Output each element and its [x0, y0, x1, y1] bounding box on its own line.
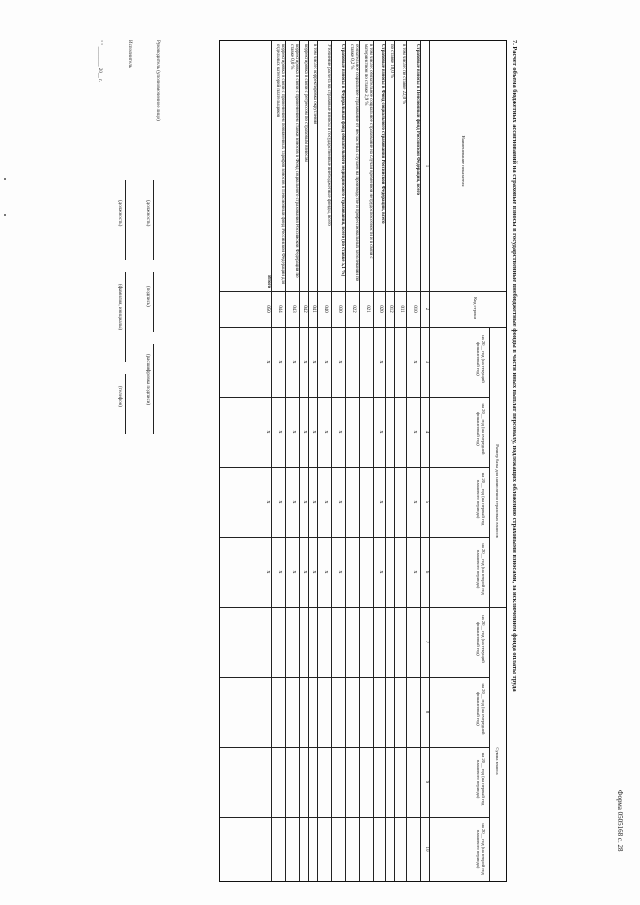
- row-label: в том числе: корректировка округления: [312, 44, 317, 125]
- head-signature-line: [153, 272, 154, 332]
- head-position-caption: (должность): [145, 200, 150, 227]
- x-mark: x: [412, 360, 418, 364]
- header-base-group: Размер базы для начисления страховых взносов: [495, 444, 500, 538]
- row-label: корректировка в связи с применением пониженных тарифов взносов в Пенсионный фонд Российской Федерации для отдельных категорий плательщиков: [274, 44, 285, 285]
- x-mark: x: [323, 570, 329, 574]
- header-bottom-line: [429, 41, 430, 881]
- executor-fio-line: [125, 272, 126, 362]
- row-code: 021: [365, 305, 370, 313]
- header-code: Код строки: [473, 297, 478, 319]
- row-line: [394, 41, 395, 881]
- row-line: [406, 41, 407, 881]
- x-mark: x: [311, 570, 318, 574]
- row-code: 044: [277, 305, 282, 313]
- column-number: 9: [424, 780, 429, 784]
- row-label: Уточнение расчета на страховые взносы в государственные внебюджетные фонды, всего: [326, 44, 331, 226]
- header-base-next: на 20__ год (на очередной финансовый год): [475, 403, 486, 455]
- row-code: 022: [351, 305, 356, 313]
- column-number: 2: [424, 307, 429, 311]
- x-mark: x: [302, 570, 309, 574]
- row-line: [359, 41, 360, 881]
- x-mark: x: [323, 500, 329, 504]
- column-divider: [220, 817, 490, 818]
- x-mark: x: [378, 500, 384, 504]
- column-divider: [220, 677, 490, 678]
- row-line: [331, 41, 332, 881]
- row-code: 010: [412, 305, 417, 313]
- x-mark: x: [302, 430, 309, 434]
- x-mark: x: [323, 430, 329, 434]
- row-label: Страховые взносы в Пенсионный фонд Российской Федерации, всего: [415, 44, 420, 195]
- executor-position-line: [125, 180, 126, 260]
- column-divider: [220, 327, 490, 328]
- head-decode-caption: (расшифровка подписи): [145, 354, 150, 406]
- column-divider: [220, 397, 490, 398]
- row-label: в том числе: обязательное социальное страхование на случай временной нетрудоспособности и в связи с материнством по ставке 2,9 %: [362, 44, 373, 259]
- row-label: Страховые взносы в Фонд социального страхования Российской Федерации, всего: [380, 44, 385, 224]
- date-line: " " ________ 20__ г.: [97, 40, 102, 82]
- x-mark: x: [291, 360, 297, 364]
- group-divider: [490, 607, 506, 608]
- header-sum-group: Сумма взноса: [495, 747, 500, 775]
- column-divider: [220, 607, 490, 608]
- x-mark: x: [311, 430, 318, 434]
- x-mark: x: [323, 360, 329, 364]
- signature-block: [20, 40, 170, 740]
- x-mark: x: [311, 500, 318, 504]
- row-line: [308, 41, 309, 881]
- row-code: 042: [302, 305, 308, 313]
- calculation-table: [219, 40, 507, 882]
- x-mark: x: [378, 430, 384, 434]
- row-code: 040: [323, 305, 328, 313]
- row-code: 041: [311, 305, 317, 313]
- x-mark: x: [302, 360, 309, 364]
- column-number: 8: [424, 710, 429, 714]
- x-mark: x: [378, 360, 384, 364]
- column-divider: [220, 467, 490, 468]
- x-mark: x: [265, 430, 271, 434]
- head-decode-line: [153, 344, 154, 434]
- head-position-line: [153, 180, 154, 260]
- x-mark: x: [337, 500, 343, 504]
- x-mark: x: [311, 360, 318, 364]
- header-base-first: на 20__ год (на первый год планового периода): [475, 472, 486, 526]
- row-line: [299, 41, 300, 881]
- executor-phone-line: [125, 374, 126, 434]
- header-sum-current: на 20__ год (на текущий финансовый год): [475, 615, 486, 663]
- header-sum-first: на 20__ год (на первый год планового периода): [475, 752, 486, 806]
- column-number: 7: [424, 640, 429, 644]
- column-number: 1: [424, 164, 429, 168]
- form-reference: Форма 0505168 с. 28: [616, 790, 624, 852]
- x-mark: x: [378, 570, 384, 574]
- row-code: 011: [399, 305, 404, 313]
- row-code: 030: [337, 305, 342, 313]
- header-sum-next: на 20__ год (на очередной финансовый год): [475, 683, 486, 735]
- column-number: 4: [424, 430, 429, 434]
- row-label: Страховые взносы в Федеральный фонд обязательного медицинского страхования, всего (по ставке 5,1 %): [340, 44, 345, 277]
- row-line: [373, 41, 374, 881]
- section-title: 7. Расчет объема бюджетных ассигнований на страховые взносы в государственные внебюджетные фонды в части иных выплат персоналу, подлежащих обложению страховыми взносами, за исключением фонда оплаты труда: [511, 40, 518, 692]
- row-label: обязательное социальное страхование от несчастных случаев на производстве и профессиональных заболеваний по ставке 0,2 %: [348, 44, 359, 282]
- row-label: по ставке 10,0 %: [389, 44, 394, 78]
- row-line: [385, 41, 386, 881]
- row-label: Итого: [266, 275, 271, 288]
- row-code: 012: [388, 305, 394, 313]
- row-line: [271, 41, 272, 881]
- executor-fio-caption: (фамилия, инициалы): [117, 284, 122, 331]
- x-mark: x: [291, 500, 297, 504]
- column-divider: [220, 291, 506, 292]
- executor-label: Исполнитель: [127, 40, 132, 68]
- row-code: 050: [265, 305, 270, 313]
- row-label: в том числе: по ставке 22,0 %: [401, 44, 406, 105]
- x-mark: x: [302, 500, 309, 504]
- x-mark: x: [412, 570, 418, 574]
- head-signature-caption: (подпись): [145, 286, 150, 307]
- x-mark: x: [291, 570, 297, 574]
- x-mark: x: [337, 430, 343, 434]
- x-mark: x: [277, 360, 283, 364]
- x-mark: x: [412, 500, 418, 504]
- head-label: Руководитель (уполномоченное лицо): [155, 40, 160, 121]
- x-mark: x: [265, 500, 271, 504]
- group-header-line: [489, 327, 490, 881]
- group-divider: [490, 327, 506, 328]
- x-mark: x: [265, 570, 271, 574]
- row-label: корректировка в связи с применением ставки взносов в Фонд социального страхования Российской Федерации по ставке 0,0 %: [288, 44, 299, 278]
- column-divider: [220, 537, 490, 538]
- header-base-current: на 20__ год (на текущий финансовый год): [475, 335, 486, 383]
- column-number: 10: [424, 846, 429, 852]
- x-mark: x: [412, 430, 418, 434]
- x-mark: x: [277, 570, 283, 574]
- column-number: 5: [424, 500, 429, 504]
- row-line: [345, 41, 346, 881]
- row-code: 020: [378, 305, 383, 313]
- x-mark: x: [291, 430, 297, 434]
- executor-phone-caption: (телефон): [117, 386, 122, 407]
- x-mark: x: [337, 570, 343, 574]
- row-label: корректировка в связи с регрессом по страховым взносам: [303, 44, 308, 162]
- column-number: 3: [424, 360, 429, 364]
- row-code: 043: [291, 305, 296, 313]
- header-base-second: на 20__ год (на второй год планового периода): [475, 543, 486, 595]
- x-mark: x: [265, 360, 271, 364]
- x-mark: x: [277, 500, 283, 504]
- column-divider: [220, 747, 490, 748]
- column-number: 6: [424, 570, 429, 574]
- numbers-bottom-line: [420, 41, 421, 881]
- header-indicator: Наименование показателя: [461, 135, 466, 187]
- executor-position-caption: (должность): [117, 200, 122, 227]
- x-mark: x: [337, 360, 343, 364]
- header-sum-second: на 20__ год (на второй год планового периода): [475, 823, 486, 875]
- row-line: [285, 41, 286, 881]
- row-line: [317, 41, 318, 881]
- x-mark: x: [277, 430, 283, 434]
